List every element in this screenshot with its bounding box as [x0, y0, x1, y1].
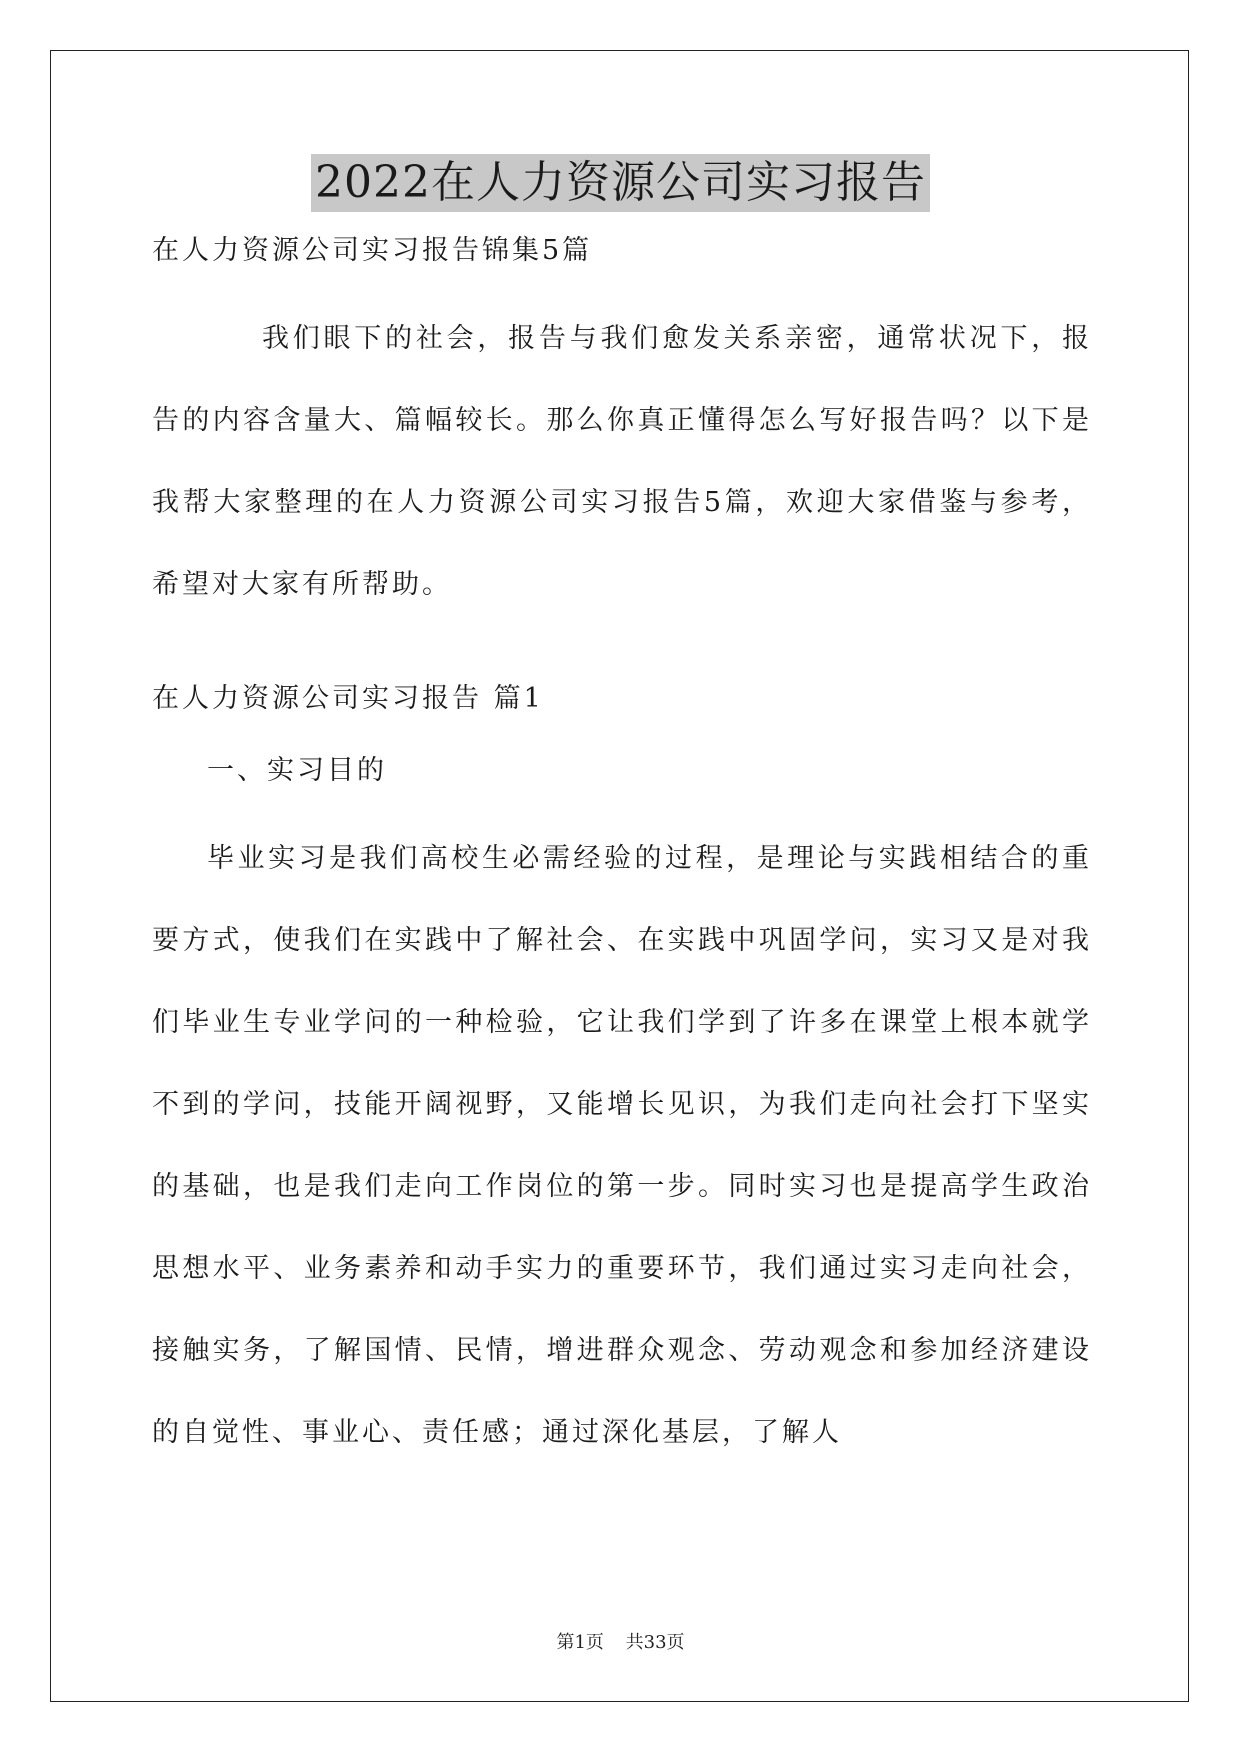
page-total: 共33页	[625, 1632, 685, 1653]
document-subtitle: 在人力资源公司实习报告锦集5篇	[152, 235, 593, 266]
document-title: 2022在人力资源公司实习报告	[311, 154, 930, 212]
body-paragraph: 毕业实习是我们高校生必需经验的过程，是理论与实践相结合的重要方式，使我们在实践中了解社会、在实践中巩固学问，实习又是对我们毕业生专业学问的一种检验，它让我们学到了许多在课堂上根本就学不到的学问，技能开阔视野，又能增长见识，为我们走向社会打下坚实的基础，也是我们走向工作岗位的第一步。同时实习也是提高学生政治思想水平、业务素养和动手实力的重要环节，我们通过实习走向社会，接触实务，了解国情、民情，增进群众观念、劳动观念和参加经济建设的自觉性、事业心、责任感；通过深化基层，了解人	[152, 843, 1092, 1448]
page-footer	[0, 1628, 1241, 1654]
sub-heading: 一、实习目的	[207, 755, 387, 786]
section-heading: 在人力资源公司实习报告 篇1	[152, 683, 544, 714]
page-number: 第1页	[556, 1632, 604, 1653]
intro-paragraph: 我们眼下的社会，报告与我们愈发关系亲密，通常状况下，报告的内容含量大、篇幅较长。那么你真正懂得怎么写好报告吗？以下是我帮大家整理的在人力资源公司实习报告5篇，欢迎大家借鉴与参考，希望对大家有所帮助。	[152, 323, 1092, 600]
title-container	[0, 154, 1241, 212]
